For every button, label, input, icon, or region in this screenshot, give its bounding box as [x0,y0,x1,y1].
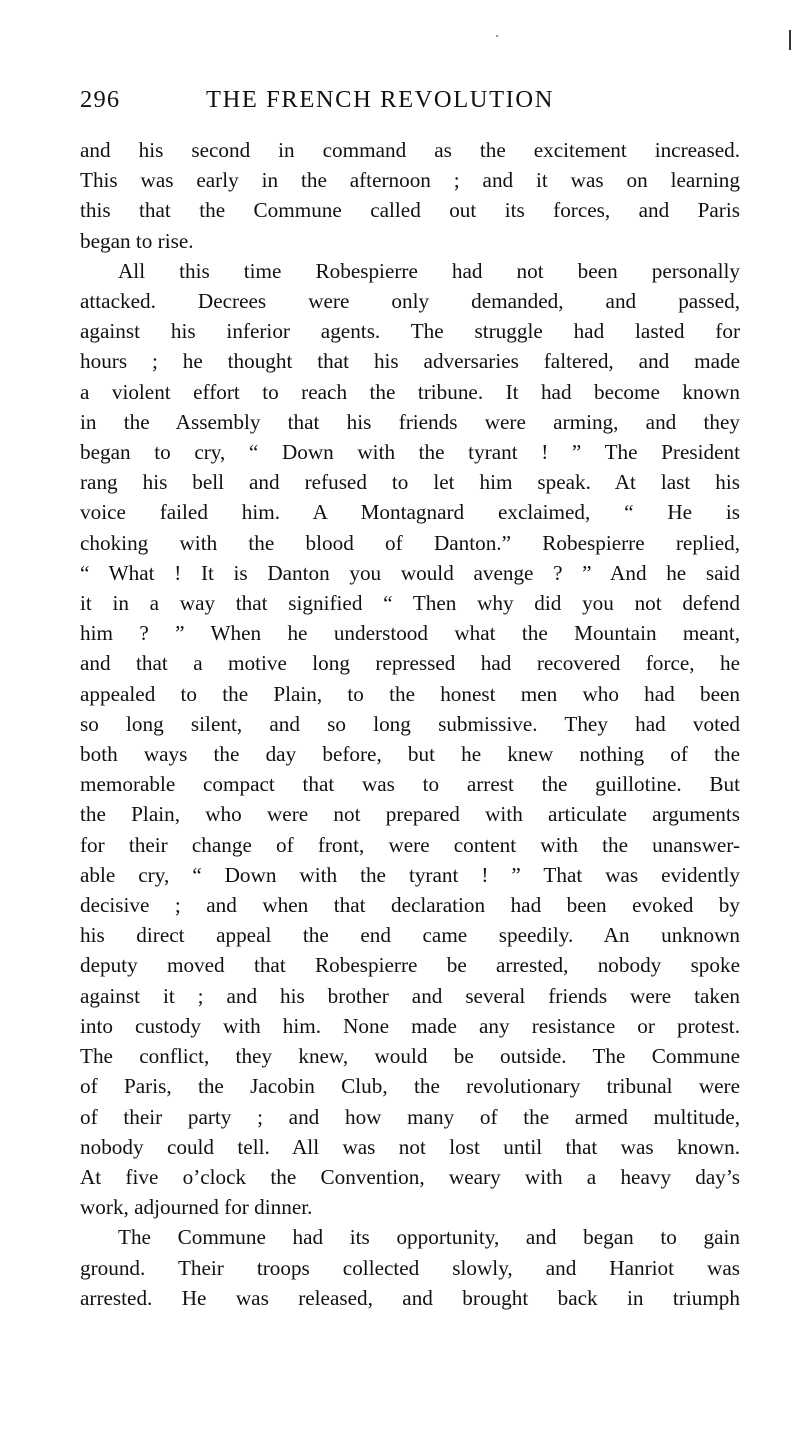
text-line: This was early in the afternoon ; and it was on learning [80,168,740,193]
text-line: against his inferior agents. The struggle had lasted for [80,319,740,344]
text-line: appealed to the Plain, to the honest men who had been [80,681,740,706]
text-line: The conflict, they knew, would be outside. The Commune [80,1044,740,1069]
text-line: so long silent, and so long submissive. They had voted [80,711,740,736]
text-line: the Plain, who were not prepared with articulate arguments [80,802,740,827]
text-line: The Commune had its opportunity, and began to gain [118,1225,740,1250]
book-page [80,80,740,1313]
text-line: nobody could tell. All was not lost until that was known. [80,1134,740,1159]
text-line: it in a way that signified “ Then why did you not defend [80,591,740,616]
text-line: and his second in command as the excitement increased. [80,138,740,162]
text-line: and that a motive long repressed had recovered force, he [80,651,740,676]
text-line: work, adjourned for dinner. [80,1195,313,1220]
text-line: into custody with him. None made any resistance or protest. [80,1013,740,1038]
page-number: 296 [80,86,121,113]
text-line: his direct appeal the end came speedily. An unknown [80,923,740,948]
text-line: memorable compact that was to arrest the guillotine. But [80,772,740,797]
text-line: of their party ; and how many of the armed multitude, [80,1104,740,1129]
text-line: voice failed him. A Montagnard exclaimed, “ He is [80,500,740,525]
text-line: him ? ” When he understood what the Mountain meant, [80,621,740,646]
text-line: decisive ; and when that declaration had been evoked by [80,893,740,918]
body-text [80,135,740,1313]
running-title: THE FRENCH REVOLUTION [206,86,554,113]
text-line: began to cry, “ Down with the tyrant ! ” The President [80,440,740,465]
text-line: a violent effort to reach the tribune. It had become known [80,379,740,404]
paragraph [80,1222,740,1313]
text-line: All this time Robespierre had not been personally [118,258,740,283]
text-line: attacked. Decrees were only demanded, and passed, [80,289,740,314]
text-line: arrested. He was released, and brought back in triumph [80,1285,740,1310]
text-line: “ What ! It is Danton you would avenge ? ” And he said [80,560,740,585]
paragraph [80,135,740,256]
text-line: against it ; and his brother and several friends were taken [80,983,740,1008]
text-line: in the Assembly that his friends were arming, and they [80,409,740,434]
running-head [80,80,740,120]
text-line: both ways the day before, but he knew nothing of the [80,742,740,767]
text-line: rang his bell and refused to let him speak. At last his [80,470,740,495]
text-line: hours ; he thought that his adversaries faltered, and made [80,349,740,374]
text-line: began to rise. [80,228,194,253]
text-line: ground. Their troops collected slowly, and Hanriot was [80,1255,740,1280]
scan-mark [789,30,791,50]
text-line: this that the Commune called out its forces, and Paris [80,198,740,223]
scan-speck [496,35,498,37]
text-line: choking with the blood of Danton.” Robespierre replied, [80,530,740,555]
text-line: able cry, “ Down with the tyrant ! ” That was evidently [80,862,740,887]
text-line: At five o’clock the Convention, weary with a heavy day’s [80,1164,740,1189]
text-line: for their change of front, were content with the unanswer- [80,832,740,857]
text-line: deputy moved that Robespierre be arrested, nobody spoke [80,953,740,978]
paragraph [80,256,740,1223]
text-line: of Paris, the Jacobin Club, the revolutionary tribunal were [80,1074,740,1099]
